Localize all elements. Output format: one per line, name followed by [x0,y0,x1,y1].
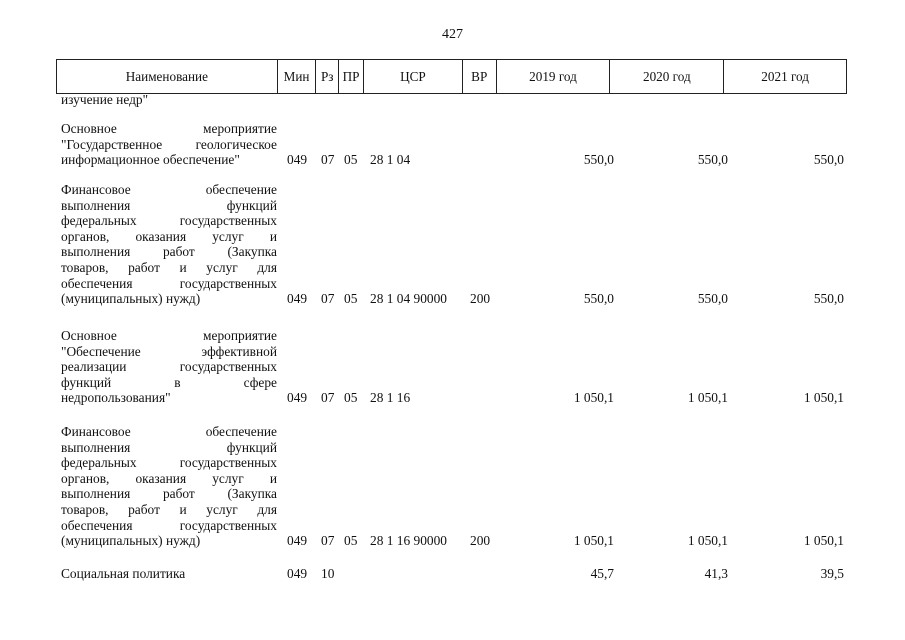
row-name [61,121,277,168]
cell-min: 049 [287,291,308,307]
row-name-line: федеральных государственных [61,213,277,229]
cell-min: 049 [287,390,308,406]
cell-csr: 28 1 04 90000 [370,291,447,307]
header-min: Мин [278,60,317,93]
row-name-line: Социальная политика [61,566,186,581]
cell-rz: 07 [321,533,335,549]
row-name [61,566,277,582]
cell-vr: 200 [470,533,491,549]
cell-y2020: 1 050,1 [687,390,728,406]
cell-csr: 28 1 04 [370,152,411,168]
cell-vr: 200 [470,291,491,307]
cell-y2020: 1 050,1 [687,533,728,549]
cell-y2021: 550,0 [813,291,844,307]
row-name [61,92,277,108]
header-name: Наименование [57,60,278,93]
header-2021: 2021 год [761,68,809,84]
row-name-line: Основное мероприятие [61,328,277,343]
row-name-line: товаров, работ и услуг для [61,501,277,517]
row-name [61,328,277,406]
header-pr: ПР [339,60,364,93]
row-name-line: функций в сфере [61,374,277,390]
row-name-line: выполнения функций [61,439,277,455]
cell-rz: 07 [321,291,335,307]
cell-y2020: 550,0 [697,152,728,168]
cell-min: 049 [287,566,308,581]
cell-pr: 05 [344,291,358,307]
cell-pr: 05 [344,152,358,168]
row-name-line: Основное мероприятие [61,121,277,136]
row-name-line: Финансовое обеспечение [61,424,277,439]
row-name-line: Финансовое обеспечение [61,182,277,197]
row-name-line: реализации государственных [61,359,277,375]
cell-y2020: 41,3 [704,566,728,581]
row-name-line: выполнения функций [61,197,277,213]
page-number: 427 [442,27,463,42]
cell-y2021: 1 050,1 [803,390,844,406]
row-name-line: изучение недр" [61,92,149,107]
cell-y2019: 550,0 [583,291,614,307]
row-name-line: органов, оказания услуг и [61,228,277,244]
row-name-line: "Обеспечение эффективной [61,343,277,359]
cell-rz: 07 [321,390,335,406]
cell-pr: 05 [344,390,358,406]
cell-y2019: 550,0 [583,152,614,168]
row-name-line: недропользования" [61,390,171,406]
row-name-line: выполнения работ (Закупка [61,486,277,502]
row-name [61,424,277,549]
header-vr: ВР [463,60,497,93]
cell-y2021: 39,5 [820,566,844,581]
row-name-line: (муниципальных) нужд) [61,533,201,549]
row-name-line: товаров, работ и услуг для [61,259,277,275]
row-name-line: выполнения работ (Закупка [61,244,277,260]
row-name-line: обеспечения государственных [61,275,277,291]
cell-y2019: 1 050,1 [573,533,614,549]
cell-y2019: 45,7 [590,566,614,581]
cell-min: 049 [287,533,308,549]
cell-y2020: 550,0 [697,291,728,307]
cell-min: 049 [287,152,308,168]
header-2019: 2019 год [497,60,611,93]
row-name-line: обеспечения государственных [61,517,277,533]
table-header [56,59,847,94]
cell-y2021: 1 050,1 [803,533,844,549]
cell-csr: 28 1 16 [370,390,411,406]
cell-rz: 10 [321,566,335,581]
header-csr: ЦСР [364,60,463,93]
header-2020: 2020 год [610,60,724,93]
row-name-line: "Государственное геологическое [61,136,277,152]
row-name-line: информационное обеспечение" [61,152,240,168]
cell-csr: 28 1 16 90000 [370,533,447,549]
row-name-line: федеральных государственных [61,455,277,471]
row-name-line: органов, оказания услуг и [61,470,277,486]
cell-y2021: 550,0 [813,152,844,168]
cell-y2019: 1 050,1 [573,390,614,406]
row-name-line: (муниципальных) нужд) [61,291,201,307]
cell-pr: 05 [344,533,358,549]
header-rz: Рз [316,60,339,93]
cell-rz: 07 [321,152,335,168]
row-name [61,182,277,307]
